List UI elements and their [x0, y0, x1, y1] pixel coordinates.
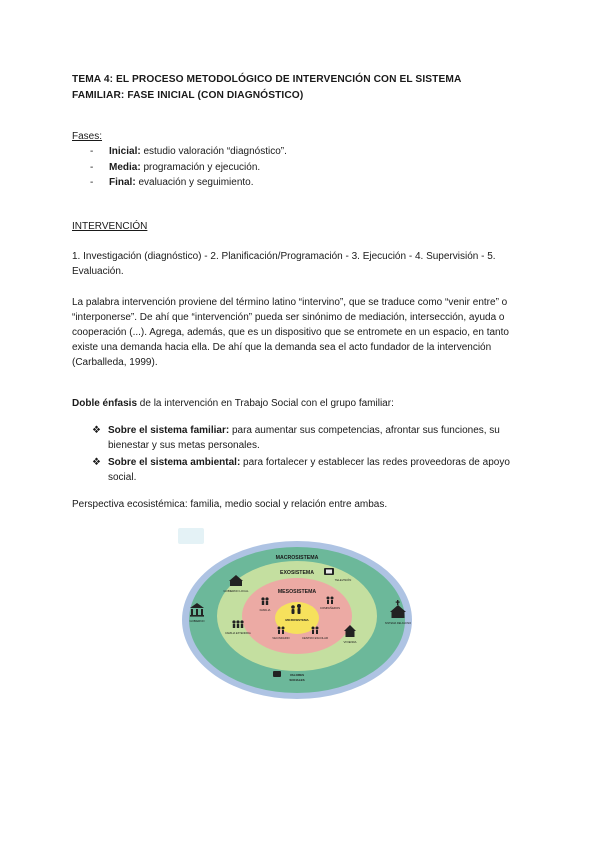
enfasis-label: Sobre el sistema ambiental: — [108, 457, 241, 468]
doble-enfasis-line — [72, 396, 394, 411]
title-line-1: TEMA 4: EL PROCESO METODOLÓGICO DE INTERVENCIÓN CON EL SISTEMA — [72, 74, 462, 85]
television-label: TELEVISIÓN — [334, 578, 352, 582]
television-icon — [324, 568, 334, 575]
sistema-religioso-label: SISTEMA RELIGIOSO — [384, 622, 412, 625]
fase-label: Inicial: — [109, 146, 141, 157]
document-title — [72, 72, 532, 104]
enfasis-text: para aumentar sus competencias, afrontar sus funciones, su bienestar y sus metas personales. — [108, 425, 500, 451]
decorative-smudge — [178, 528, 204, 544]
macrosystem-label: MACROSISTEMA — [275, 555, 319, 561]
perspectiva-text: Perspectiva ecosistémica: familia, medio social y relación entre ambas. — [72, 499, 388, 510]
intervencion-heading: INTERVENCIÓN — [72, 221, 148, 232]
fase-label: Final: — [109, 177, 136, 188]
microsystem-label: MICROSISTEMA — [285, 618, 309, 622]
intervention-steps: 1. Investigación (diagnóstico) - 2. Planificación/Programación - 3. Ejecución - 4. Supervisión - 5. Evaluación. — [72, 251, 496, 277]
values-icon — [273, 671, 281, 677]
dash-marker: - — [90, 161, 94, 173]
diamond-bullet-icon: ❖ — [92, 457, 101, 468]
doble-enfasis-rest: de la intervención en Trabajo Social con el grupo familiar: — [137, 398, 394, 409]
enfasis-item — [92, 423, 524, 453]
fase-item — [90, 160, 287, 176]
fase-text: estudio valoración “diagnóstico”. — [140, 146, 287, 157]
intervention-paragraph: La palabra intervención proviene del término latino “intervino”, que se traduce como “venir entre” o “interponerse”. De ahí que “intervención” pueda ser sinónimo de mediación, intersección, ayuda o cooperación (...). Agrega, además, que es un dispositivo que se entromete en un espacio, en tanto existe una demanda hacia ella. De ahí que la demanda sea el acto fundador de la intervención (Carballeda, 1999). — [72, 297, 509, 368]
gobierno-label: GOBIERNO — [189, 619, 205, 623]
dash-marker: - — [90, 177, 94, 188]
extended-family-icon — [232, 620, 243, 628]
exosystem-label: EXOSISTEMA — [279, 570, 315, 576]
ecosystem-diagram — [172, 524, 422, 702]
familia-extendida-label: FAMILIA EXTENDIDA — [225, 632, 251, 635]
vivienda-label: VIVIENDA — [343, 640, 357, 644]
fases-heading: Fases: — [72, 131, 103, 142]
fase-text: evaluación y seguimiento. — [135, 177, 254, 188]
fase-label: Media: — [109, 161, 141, 173]
dash-marker: - — [90, 146, 94, 157]
enfasis-label: Sobre el sistema familiar: — [108, 425, 230, 436]
enfasis-text: para fortalecer y establecer las redes proveedoras de apoyo social. — [108, 457, 510, 483]
companeros-label: COMPAÑEROS — [320, 606, 340, 610]
fase-item — [90, 175, 287, 191]
gobierno-local-label: GOBIERNO LOCAL — [223, 589, 249, 593]
valores-label: VALORES — [289, 673, 305, 677]
sociales-label: SOCIALES — [289, 678, 305, 682]
centro-escolar-label: CENTRO ESCOLAR — [302, 636, 328, 640]
title-line-2: FAMILIAR: FASE INICIAL (CON DIAGNÓSTICO) — [72, 90, 304, 101]
doble-enfasis-bold: Doble énfasis — [72, 398, 138, 409]
familia-label: FAMILIA — [259, 608, 271, 612]
mesosystem-label: MESOSISTEMA — [277, 589, 317, 595]
enfasis-item — [92, 455, 524, 485]
vecindario-label: VECINDARIO — [272, 636, 290, 640]
fase-item — [90, 144, 287, 160]
fase-text: programación y ejecución. — [140, 161, 261, 173]
enfasis-list — [92, 423, 524, 487]
fases-list — [90, 144, 287, 191]
diamond-bullet-icon: ❖ — [92, 425, 101, 436]
